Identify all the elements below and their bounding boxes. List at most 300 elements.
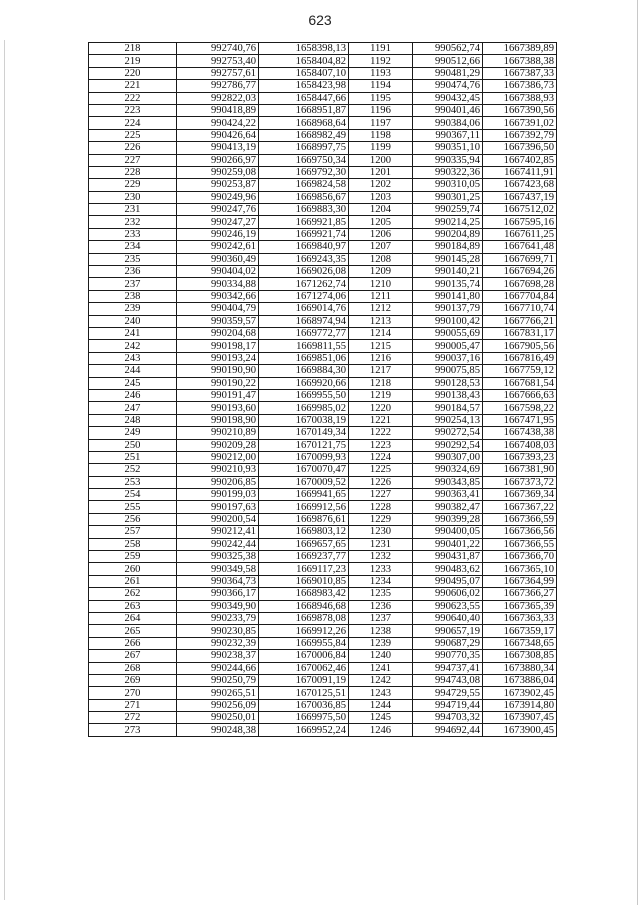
point-number-left: 234 (89, 241, 177, 253)
point-number-left: 265 (89, 625, 177, 637)
point-number-left: 261 (89, 575, 177, 587)
point-number-right: 1233 (349, 563, 413, 575)
point-number-right: 1218 (349, 377, 413, 389)
y-coordinate-left: 1670038,19 (259, 414, 349, 426)
point-number-right: 1217 (349, 365, 413, 377)
x-coordinate-left: 990404,79 (177, 303, 259, 315)
x-coordinate-right: 990301,25 (413, 191, 483, 203)
x-coordinate-right: 990481,29 (413, 67, 483, 79)
x-coordinate-left: 990204,68 (177, 327, 259, 339)
table-row (89, 104, 557, 116)
y-coordinate-left: 1669920,66 (259, 377, 349, 389)
y-coordinate-right: 1667366,70 (483, 551, 557, 563)
point-number-right: 1230 (349, 526, 413, 538)
point-number-right: 1192 (349, 55, 413, 67)
table-row (89, 340, 557, 352)
point-number-right: 1231 (349, 538, 413, 550)
table-row (89, 241, 557, 253)
table-row (89, 228, 557, 240)
point-number-left: 267 (89, 650, 177, 662)
y-coordinate-left: 1669912,56 (259, 501, 349, 513)
point-number-right: 1212 (349, 303, 413, 315)
x-coordinate-left: 990265,51 (177, 687, 259, 699)
x-coordinate-left: 992757,61 (177, 67, 259, 79)
point-number-left: 263 (89, 600, 177, 612)
x-coordinate-right: 990214,25 (413, 216, 483, 228)
y-coordinate-right: 1667595,16 (483, 216, 557, 228)
table-row (89, 538, 557, 550)
y-coordinate-left: 1670062,46 (259, 662, 349, 674)
table-row (89, 575, 557, 587)
x-coordinate-right: 990367,11 (413, 129, 483, 141)
y-coordinate-right: 1667386,73 (483, 80, 557, 92)
x-coordinate-right: 990399,28 (413, 513, 483, 525)
x-coordinate-right: 990400,05 (413, 526, 483, 538)
point-number-left: 270 (89, 687, 177, 699)
x-coordinate-right: 990307,00 (413, 451, 483, 463)
x-coordinate-left: 990246,19 (177, 228, 259, 240)
y-coordinate-right: 1667816,49 (483, 352, 557, 364)
x-coordinate-left: 990212,00 (177, 451, 259, 463)
x-coordinate-left: 990238,37 (177, 650, 259, 662)
point-number-left: 222 (89, 92, 177, 104)
point-number-left: 219 (89, 55, 177, 67)
point-number-right: 1238 (349, 625, 413, 637)
y-coordinate-left: 1668974,94 (259, 315, 349, 327)
y-coordinate-right: 1667681,54 (483, 377, 557, 389)
point-number-right: 1216 (349, 352, 413, 364)
point-number-right: 1241 (349, 662, 413, 674)
x-coordinate-left: 990190,90 (177, 365, 259, 377)
x-coordinate-right: 990335,94 (413, 154, 483, 166)
x-coordinate-right: 990401,46 (413, 104, 483, 116)
point-number-right: 1215 (349, 340, 413, 352)
y-coordinate-left: 1658423,98 (259, 80, 349, 92)
y-coordinate-right: 1667366,56 (483, 526, 557, 538)
y-coordinate-left: 1670070,47 (259, 464, 349, 476)
y-coordinate-left: 1670036,85 (259, 699, 349, 711)
point-number-right: 1193 (349, 67, 413, 79)
point-number-right: 1200 (349, 154, 413, 166)
x-coordinate-right: 990401,22 (413, 538, 483, 550)
y-coordinate-left: 1669811,55 (259, 340, 349, 352)
point-number-right: 1210 (349, 278, 413, 290)
point-number-right: 1235 (349, 588, 413, 600)
y-coordinate-left: 1670091,19 (259, 674, 349, 686)
coordinates-table-body (89, 43, 557, 737)
point-number-right: 1242 (349, 674, 413, 686)
x-coordinate-right: 990431,87 (413, 551, 483, 563)
y-coordinate-right: 1667402,85 (483, 154, 557, 166)
table-row (89, 55, 557, 67)
y-coordinate-right: 1673902,45 (483, 687, 557, 699)
x-coordinate-right: 990324,69 (413, 464, 483, 476)
x-coordinate-left: 990424,22 (177, 117, 259, 129)
point-number-right: 1227 (349, 489, 413, 501)
point-number-left: 227 (89, 154, 177, 166)
point-number-right: 1224 (349, 451, 413, 463)
y-coordinate-right: 1667423,68 (483, 179, 557, 191)
x-coordinate-right: 990204,89 (413, 228, 483, 240)
y-coordinate-right: 1667389,89 (483, 43, 557, 55)
y-coordinate-left: 1670099,93 (259, 451, 349, 463)
point-number-left: 220 (89, 67, 177, 79)
x-coordinate-left: 990233,79 (177, 612, 259, 624)
y-coordinate-right: 1673880,34 (483, 662, 557, 674)
point-number-left: 242 (89, 340, 177, 352)
y-coordinate-right: 1667438,38 (483, 427, 557, 439)
x-coordinate-right: 990432,45 (413, 92, 483, 104)
y-coordinate-left: 1669840,97 (259, 241, 349, 253)
point-number-left: 224 (89, 117, 177, 129)
y-coordinate-left: 1669772,77 (259, 327, 349, 339)
point-number-right: 1221 (349, 414, 413, 426)
y-coordinate-right: 1667831,17 (483, 327, 557, 339)
point-number-left: 262 (89, 588, 177, 600)
y-coordinate-right: 1667408,03 (483, 439, 557, 451)
x-coordinate-right: 990128,53 (413, 377, 483, 389)
x-coordinate-right: 990495,07 (413, 575, 483, 587)
x-coordinate-left: 990249,96 (177, 191, 259, 203)
x-coordinate-right: 990310,05 (413, 179, 483, 191)
x-coordinate-right: 990382,47 (413, 501, 483, 513)
point-number-right: 1211 (349, 290, 413, 302)
point-number-left: 239 (89, 303, 177, 315)
x-coordinate-left: 990250,01 (177, 712, 259, 724)
x-coordinate-left: 990248,38 (177, 724, 259, 736)
point-number-right: 1198 (349, 129, 413, 141)
y-coordinate-left: 1669883,30 (259, 204, 349, 216)
table-row (89, 625, 557, 637)
point-number-right: 1202 (349, 179, 413, 191)
x-coordinate-right: 990322,36 (413, 166, 483, 178)
table-row (89, 43, 557, 55)
x-coordinate-left: 992740,76 (177, 43, 259, 55)
point-number-left: 232 (89, 216, 177, 228)
table-row (89, 724, 557, 736)
y-coordinate-left: 1658447,66 (259, 92, 349, 104)
x-coordinate-right: 990343,85 (413, 476, 483, 488)
x-coordinate-left: 990230,85 (177, 625, 259, 637)
x-coordinate-right: 990140,21 (413, 266, 483, 278)
x-coordinate-left: 990247,76 (177, 204, 259, 216)
y-coordinate-left: 1668951,87 (259, 104, 349, 116)
y-coordinate-left: 1669851,06 (259, 352, 349, 364)
point-number-right: 1245 (349, 712, 413, 724)
x-coordinate-right: 990259,74 (413, 204, 483, 216)
table-row (89, 191, 557, 203)
y-coordinate-left: 1669750,34 (259, 154, 349, 166)
table-row (89, 464, 557, 476)
point-number-left: 218 (89, 43, 177, 55)
point-number-left: 259 (89, 551, 177, 563)
y-coordinate-right: 1667363,33 (483, 612, 557, 624)
point-number-left: 238 (89, 290, 177, 302)
x-coordinate-right: 994737,41 (413, 662, 483, 674)
table-row (89, 67, 557, 79)
point-number-right: 1195 (349, 92, 413, 104)
y-coordinate-right: 1667905,56 (483, 340, 557, 352)
x-coordinate-left: 992753,40 (177, 55, 259, 67)
y-coordinate-right: 1667359,17 (483, 625, 557, 637)
x-coordinate-right: 990137,79 (413, 303, 483, 315)
point-number-right: 1209 (349, 266, 413, 278)
y-coordinate-left: 1669803,12 (259, 526, 349, 538)
table-row (89, 600, 557, 612)
point-number-right: 1225 (349, 464, 413, 476)
point-number-left: 254 (89, 489, 177, 501)
table-row (89, 352, 557, 364)
point-number-right: 1244 (349, 699, 413, 711)
table-row (89, 650, 557, 662)
x-coordinate-left: 990256,09 (177, 699, 259, 711)
x-coordinate-right: 990100,42 (413, 315, 483, 327)
x-coordinate-left: 990190,22 (177, 377, 259, 389)
point-number-left: 247 (89, 402, 177, 414)
x-coordinate-right: 990075,85 (413, 365, 483, 377)
point-number-right: 1191 (349, 43, 413, 55)
table-row (89, 687, 557, 699)
point-number-right: 1234 (349, 575, 413, 587)
y-coordinate-left: 1669792,30 (259, 166, 349, 178)
scan-edge-left (4, 40, 5, 900)
x-coordinate-right: 994743,08 (413, 674, 483, 686)
point-number-right: 1206 (349, 228, 413, 240)
point-number-left: 269 (89, 674, 177, 686)
y-coordinate-right: 1667392,79 (483, 129, 557, 141)
point-number-right: 1223 (349, 439, 413, 451)
y-coordinate-left: 1668946,68 (259, 600, 349, 612)
point-number-right: 1204 (349, 204, 413, 216)
y-coordinate-left: 1668982,49 (259, 129, 349, 141)
table-row (89, 204, 557, 216)
x-coordinate-right: 990562,74 (413, 43, 483, 55)
y-coordinate-left: 1669014,76 (259, 303, 349, 315)
x-coordinate-left: 992822,03 (177, 92, 259, 104)
x-coordinate-left: 990364,73 (177, 575, 259, 587)
x-coordinate-left: 990366,17 (177, 588, 259, 600)
point-number-right: 1197 (349, 117, 413, 129)
y-coordinate-right: 1667366,59 (483, 513, 557, 525)
table-row (89, 489, 557, 501)
y-coordinate-left: 1669237,77 (259, 551, 349, 563)
y-coordinate-left: 1669824,58 (259, 179, 349, 191)
y-coordinate-right: 1667641,48 (483, 241, 557, 253)
x-coordinate-right: 994692,44 (413, 724, 483, 736)
x-coordinate-left: 990349,90 (177, 600, 259, 612)
y-coordinate-right: 1667694,26 (483, 266, 557, 278)
y-coordinate-left: 1670121,75 (259, 439, 349, 451)
point-number-left: 257 (89, 526, 177, 538)
x-coordinate-left: 990360,49 (177, 253, 259, 265)
point-number-left: 272 (89, 712, 177, 724)
y-coordinate-left: 1669985,02 (259, 402, 349, 414)
x-coordinate-right: 990272,54 (413, 427, 483, 439)
y-coordinate-right: 1667393,23 (483, 451, 557, 463)
x-coordinate-left: 990200,54 (177, 513, 259, 525)
x-coordinate-right: 990512,66 (413, 55, 483, 67)
x-coordinate-left: 992786,77 (177, 80, 259, 92)
x-coordinate-left: 990413,19 (177, 142, 259, 154)
table-row (89, 253, 557, 265)
x-coordinate-left: 990253,87 (177, 179, 259, 191)
y-coordinate-right: 1667387,33 (483, 67, 557, 79)
table-row (89, 588, 557, 600)
point-number-left: 240 (89, 315, 177, 327)
table-row (89, 278, 557, 290)
x-coordinate-left: 990191,47 (177, 389, 259, 401)
y-coordinate-left: 1669941,65 (259, 489, 349, 501)
y-coordinate-left: 1669856,67 (259, 191, 349, 203)
table-row (89, 526, 557, 538)
y-coordinate-right: 1667366,55 (483, 538, 557, 550)
table-row (89, 712, 557, 724)
y-coordinate-left: 1669912,26 (259, 625, 349, 637)
table-row (89, 402, 557, 414)
point-number-left: 245 (89, 377, 177, 389)
x-coordinate-right: 990005,47 (413, 340, 483, 352)
point-number-right: 1205 (349, 216, 413, 228)
table-row (89, 439, 557, 451)
x-coordinate-left: 990404,02 (177, 266, 259, 278)
point-number-right: 1220 (349, 402, 413, 414)
y-coordinate-left: 1658407,10 (259, 67, 349, 79)
point-number-left: 255 (89, 501, 177, 513)
point-number-left: 248 (89, 414, 177, 426)
y-coordinate-left: 1670006,84 (259, 650, 349, 662)
y-coordinate-left: 1669876,61 (259, 513, 349, 525)
x-coordinate-right: 990138,43 (413, 389, 483, 401)
x-coordinate-left: 990242,44 (177, 538, 259, 550)
coordinates-table (88, 42, 557, 737)
y-coordinate-right: 1667365,39 (483, 600, 557, 612)
x-coordinate-left: 990244,66 (177, 662, 259, 674)
x-coordinate-left: 990210,89 (177, 427, 259, 439)
x-coordinate-right: 990135,74 (413, 278, 483, 290)
y-coordinate-left: 1670009,52 (259, 476, 349, 488)
table-row (89, 166, 557, 178)
y-coordinate-right: 1667759,12 (483, 365, 557, 377)
x-coordinate-left: 990198,17 (177, 340, 259, 352)
y-coordinate-right: 1667471,95 (483, 414, 557, 426)
x-coordinate-right: 990687,29 (413, 637, 483, 649)
y-coordinate-right: 1667611,25 (483, 228, 557, 240)
y-coordinate-right: 1667388,38 (483, 55, 557, 67)
point-number-left: 235 (89, 253, 177, 265)
x-coordinate-left: 990426,64 (177, 129, 259, 141)
table-row (89, 513, 557, 525)
x-coordinate-left: 990334,88 (177, 278, 259, 290)
table-row (89, 154, 557, 166)
y-coordinate-right: 1667367,22 (483, 501, 557, 513)
table-row (89, 662, 557, 674)
point-number-left: 249 (89, 427, 177, 439)
point-number-right: 1214 (349, 327, 413, 339)
y-coordinate-right: 1667373,72 (483, 476, 557, 488)
x-coordinate-right: 990184,57 (413, 402, 483, 414)
table-row (89, 563, 557, 575)
page-number: 623 (308, 12, 332, 28)
x-coordinate-right: 990363,41 (413, 489, 483, 501)
y-coordinate-left: 1658404,82 (259, 55, 349, 67)
x-coordinate-right: 990145,28 (413, 253, 483, 265)
y-coordinate-right: 1667698,28 (483, 278, 557, 290)
table-row (89, 303, 557, 315)
point-number-right: 1246 (349, 724, 413, 736)
point-number-left: 246 (89, 389, 177, 401)
point-number-right: 1243 (349, 687, 413, 699)
point-number-left: 231 (89, 204, 177, 216)
table-row (89, 427, 557, 439)
x-coordinate-right: 990640,40 (413, 612, 483, 624)
y-coordinate-left: 1668968,64 (259, 117, 349, 129)
point-number-left: 250 (89, 439, 177, 451)
point-number-right: 1237 (349, 612, 413, 624)
point-number-left: 237 (89, 278, 177, 290)
point-number-right: 1207 (349, 241, 413, 253)
point-number-right: 1226 (349, 476, 413, 488)
point-number-right: 1240 (349, 650, 413, 662)
x-coordinate-right: 990657,19 (413, 625, 483, 637)
y-coordinate-right: 1667388,93 (483, 92, 557, 104)
y-coordinate-left: 1669117,23 (259, 563, 349, 575)
x-coordinate-right: 990254,13 (413, 414, 483, 426)
point-number-left: 244 (89, 365, 177, 377)
x-coordinate-right: 990055,69 (413, 327, 483, 339)
point-number-right: 1208 (349, 253, 413, 265)
table-row (89, 117, 557, 129)
point-number-right: 1219 (349, 389, 413, 401)
y-coordinate-right: 1673886,04 (483, 674, 557, 686)
y-coordinate-right: 1667411,91 (483, 166, 557, 178)
point-number-left: 226 (89, 142, 177, 154)
y-coordinate-right: 1673914,80 (483, 699, 557, 711)
y-coordinate-left: 1671274,06 (259, 290, 349, 302)
y-coordinate-left: 1669955,50 (259, 389, 349, 401)
y-coordinate-right: 1667348,65 (483, 637, 557, 649)
point-number-left: 264 (89, 612, 177, 624)
y-coordinate-left: 1668997,75 (259, 142, 349, 154)
y-coordinate-right: 1667364,99 (483, 575, 557, 587)
point-number-left: 273 (89, 724, 177, 736)
point-number-right: 1194 (349, 80, 413, 92)
y-coordinate-right: 1667308,85 (483, 650, 557, 662)
y-coordinate-left: 1669921,85 (259, 216, 349, 228)
x-coordinate-left: 990197,63 (177, 501, 259, 513)
y-coordinate-left: 1669878,08 (259, 612, 349, 624)
y-coordinate-left: 1669921,74 (259, 228, 349, 240)
y-coordinate-left: 1670149,34 (259, 427, 349, 439)
table-row (89, 179, 557, 191)
x-coordinate-left: 990193,24 (177, 352, 259, 364)
y-coordinate-right: 1673900,45 (483, 724, 557, 736)
y-coordinate-right: 1667381,90 (483, 464, 557, 476)
point-number-right: 1203 (349, 191, 413, 203)
point-number-right: 1232 (349, 551, 413, 563)
x-coordinate-left: 990198,90 (177, 414, 259, 426)
y-coordinate-right: 1667391,02 (483, 117, 557, 129)
table-row (89, 365, 557, 377)
y-coordinate-right: 1667396,50 (483, 142, 557, 154)
point-number-left: 253 (89, 476, 177, 488)
x-coordinate-left: 990359,57 (177, 315, 259, 327)
point-number-left: 223 (89, 104, 177, 116)
x-coordinate-right: 990606,02 (413, 588, 483, 600)
y-coordinate-left: 1669026,08 (259, 266, 349, 278)
x-coordinate-left: 990418,89 (177, 104, 259, 116)
point-number-left: 230 (89, 191, 177, 203)
x-coordinate-right: 994729,55 (413, 687, 483, 699)
